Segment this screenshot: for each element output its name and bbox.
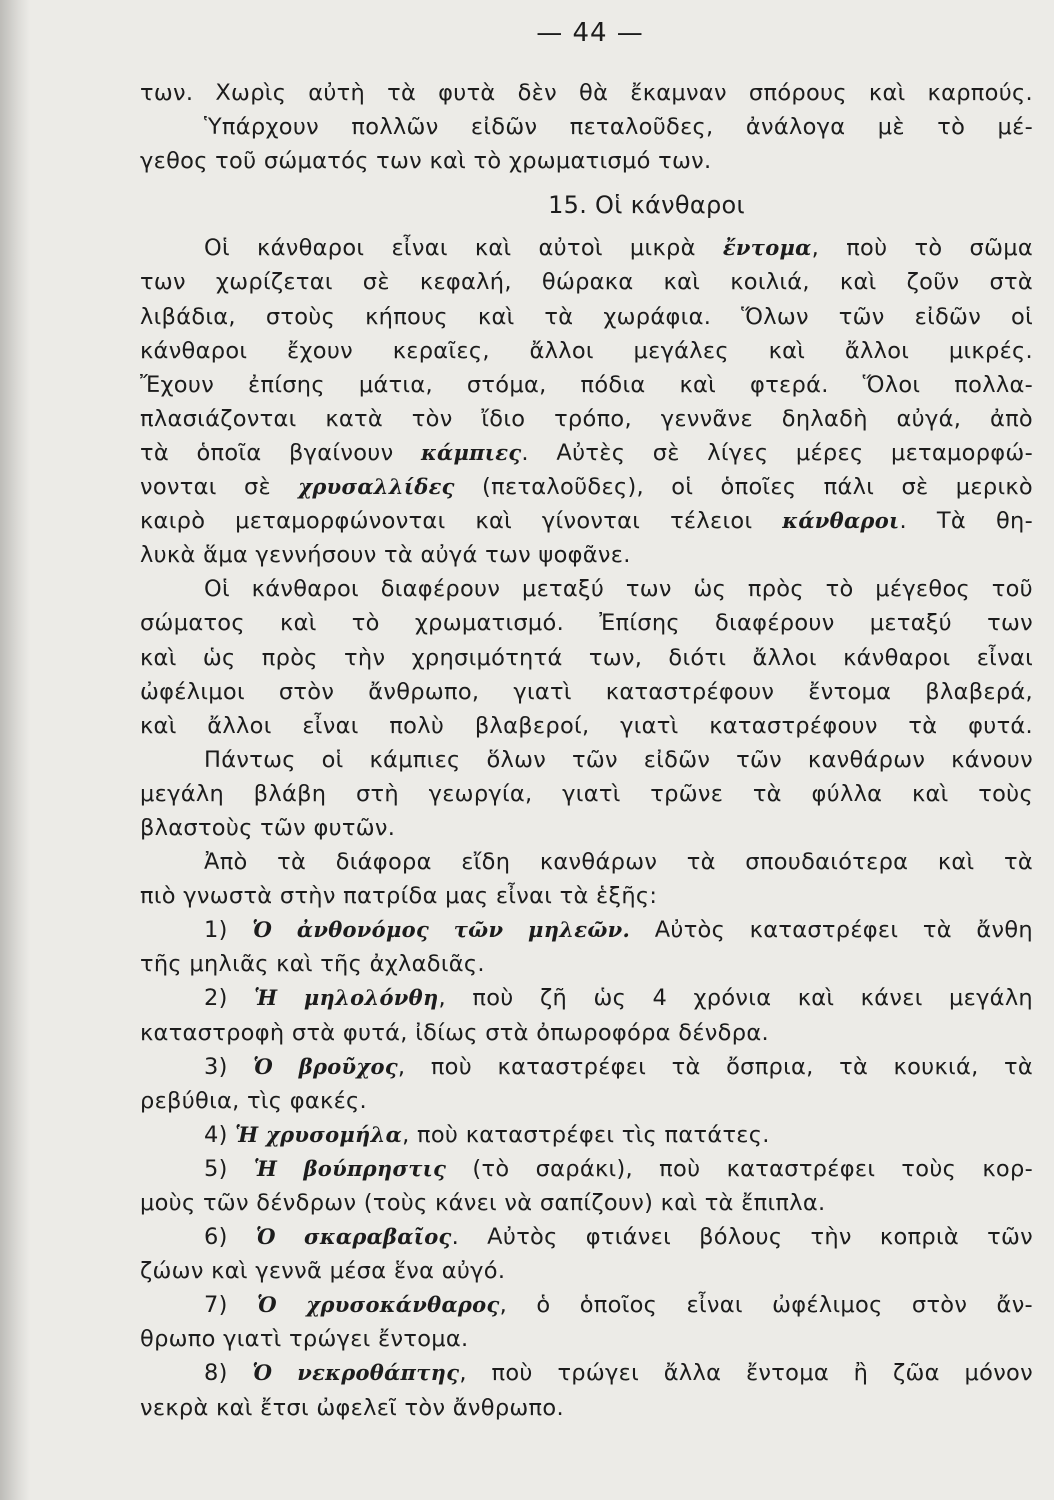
text-run: 5) <box>204 1155 254 1182</box>
text-run: τὰ ὁποῖα βγαίνουν <box>140 439 421 466</box>
emphasized-term: Ὁ ἀνθονόμος τῶν μηλεῶν. <box>252 917 631 943</box>
text-run: , ποὺ καταστρέφει τὶς πατάτες. <box>402 1121 770 1148</box>
text-line: γεθος τοῦ σώματός των καὶ τὸ χρωματισμό των. <box>140 148 712 175</box>
text-line: καὶ ἄλλοι εἶναι πολὺ βλαβεροί, γιατὶ καταστρέφουν τὰ φυτά. <box>140 712 1033 739</box>
text-run: , ὁ ὁποῖος εἶναι ὠφέλιμος στὸν ἄν- <box>499 1292 1033 1319</box>
text-line: Οἱ κάνθαροι διαφέρουν μεταξύ των ὡς πρὸς τὸ μέγεθος τοῦ <box>204 576 1033 603</box>
text-line: των. Χωρὶς αὐτὴ τὰ φυτὰ δὲν θὰ ἔκαμναν σπόρους καὶ καρπούς. <box>140 80 1033 106</box>
emphasized-term: Ὁ βροῦχος <box>253 1053 398 1079</box>
text-run: , ποὺ καταστρέφει τὰ ὄσπρια, τὰ κουκιά, τὰ <box>397 1053 1033 1080</box>
emphasized-term: Ὁ νεκροθάπτης <box>252 1360 460 1386</box>
text-line: θρωπο γιατὶ τρώγει ἔντομα. <box>140 1326 469 1353</box>
emphasized-term: Ἡ βούπρηστις <box>253 1155 447 1181</box>
text-line <box>140 1288 1033 1322</box>
text-run: 2) <box>204 985 255 1012</box>
text-line: μοὺς τῶν δένδρων (τοὺς κάνει νὰ σαπίζουν) καὶ τὰ ἔπιπλα. <box>140 1190 826 1216</box>
text-line: καταστροφὴ στὰ φυτά, ἰδίως στὰ ὀπωροφόρα δένδρα. <box>140 1019 769 1046</box>
text-line: Ἔχουν ἐπίσης μάτια, στόμα, πόδια καὶ φτερά. Ὅλοι πολλα- <box>140 371 1033 398</box>
section-heading: 15. Οἱ κάνθαροι <box>548 191 745 220</box>
list-item <box>140 981 1033 1049</box>
text-run: . Τὰ θη- <box>899 508 1033 535</box>
text-run: 3) <box>204 1053 254 1080</box>
beetle-list <box>140 913 1033 1424</box>
text-line <box>140 231 1033 265</box>
text-line: κάνθαροι ἔχουν κεραῖες, ἄλλοι μεγάλες καὶ ἄλλοι μικρές. <box>140 337 1033 364</box>
text-run: 4) <box>204 1121 236 1148</box>
text-line <box>140 470 1033 504</box>
paragraph <box>140 743 1033 845</box>
list-item <box>140 1050 1033 1118</box>
text-run: (πεταλοῦδες), οἱ ὁποῖες πάλι σὲ μερικὸ <box>454 474 1033 501</box>
text-run: 8) <box>204 1360 253 1387</box>
paragraph <box>140 231 1033 572</box>
intro-paragraphs <box>140 76 1033 178</box>
page-number: — 44 — <box>536 18 644 48</box>
text-line <box>140 1050 1033 1084</box>
emphasized-term: Ὁ χρυσοκάνθαρος <box>257 1292 500 1318</box>
text-line: σώματος καὶ τὸ χρωματισμό. Ἐπίσης διαφέρουν μεταξύ των <box>140 610 1033 637</box>
text-line: των χωρίζεται σὲ κεφαλή, θώρακα καὶ κοιλιά, καὶ ζοῦν στὰ <box>140 269 1033 296</box>
text-run: , ποὺ τὸ σῶμα <box>811 235 1033 262</box>
text-line: νεκρὰ καὶ ἔτσι ὠφελεῖ τὸν ἄνθρωπο. <box>140 1394 564 1421</box>
text-run: . Αὐτὲς σὲ λίγες μέρες μεταμορφώ- <box>521 439 1033 466</box>
text-line: Ἀπὸ τὰ διάφορα εἴδη κανθάρων τὰ σπουδαιότερα καὶ τὰ <box>204 849 1033 876</box>
list-item <box>140 1288 1033 1356</box>
text-line <box>140 1152 1033 1186</box>
paragraph <box>140 110 1033 178</box>
emphasized-term: Ἡ μηλολόνθη <box>254 985 439 1011</box>
emphasized-term: Ὁ σκαραβαῖος <box>255 1224 452 1250</box>
text-line: ρεβύθια, τὶς φακές. <box>140 1087 368 1114</box>
text-run: (τὸ σαράκι), ποὺ καταστρέφει τοὺς κορ- <box>446 1155 1033 1182</box>
text-body <box>140 76 1033 1425</box>
emphasized-term: χρυσαλλίδες <box>298 474 455 500</box>
text-run: 1) <box>204 917 253 944</box>
text-run: , ποὺ ζῆ ὡς 4 χρόνια καὶ κάνει μεγάλη <box>438 985 1033 1012</box>
text-line: Πάντως οἱ κάμπιες ὅλων τῶν εἰδῶν τῶν κανθάρων κάνουν <box>204 746 1033 773</box>
section-paragraphs <box>140 231 1033 913</box>
text-run: καιρὸ μεταμορφώνονται καὶ γίνονται τέλειοι <box>140 508 783 535</box>
emphasized-term: Ἡ χρυσομήλα <box>235 1121 403 1147</box>
text-run: Οἱ κάνθαροι εἶναι καὶ αὐτοὶ μικρὰ <box>204 235 723 262</box>
text-line: λυκὰ ἅμα γεννήσουν τὰ αὐγά των ψοφᾶνε. <box>140 542 631 569</box>
text-run: . Αὐτὸς φτιάνει βόλους τὴν κοπριὰ τῶν <box>451 1224 1033 1251</box>
text-line <box>140 1220 1033 1254</box>
text-line: Ὑπάρχουν πολλῶν εἰδῶν πεταλοῦδες, ἀνάλογα μὲ τὸ μέ- <box>204 114 1033 141</box>
paragraph <box>140 76 1033 110</box>
list-item <box>140 1220 1033 1288</box>
emphasized-term: ἔντομα <box>722 235 812 261</box>
text-line <box>140 1356 1033 1390</box>
text-line: λιβάδια, στοὺς κήπους καὶ τὰ χωράφια. Ὅλων τῶν εἰδῶν οἱ <box>140 303 1033 330</box>
text-run: νονται σὲ <box>140 474 299 501</box>
text-line: πιὸ γνωστὰ στὴν πατρίδα μας εἶναι τὰ ἑξῆς: <box>140 883 658 910</box>
text-line: μεγάλη βλάβη στὴ γεωργία, γιατὶ τρῶνε τὰ φύλλα καὶ τοὺς <box>140 780 1033 807</box>
text-line <box>140 504 1033 538</box>
paragraph <box>140 572 1033 742</box>
paragraph <box>140 845 1033 913</box>
page-edge-shadow <box>0 0 30 1500</box>
emphasized-term: κάνθαροι <box>782 508 900 534</box>
text-run: Αὐτὸς καταστρέφει τὰ ἄνθη <box>630 917 1033 944</box>
text-line <box>140 913 1033 947</box>
text-line: ὠφέλιμοι στὸν ἄνθρωπο, γιατὶ καταστρέφουν ἔντομα βλαβερά, <box>140 678 1033 705</box>
text-line: βλαστοὺς τῶν φυτῶν. <box>140 814 396 841</box>
list-item <box>140 1356 1033 1424</box>
list-item <box>140 1118 1033 1152</box>
text-line: πλασιάζονται κατὰ τὸν ἴδιο τρόπο, γεννᾶνε δηλαδὴ αὐγά, ἀπὸ <box>140 405 1033 432</box>
text-line: καὶ ὡς πρὸς τὴν χρησιμότητά των, διότι ἄλλοι κάνθαροι εἶναι <box>140 644 1033 671</box>
text-run: 6) <box>204 1224 256 1251</box>
text-line <box>140 1118 1033 1152</box>
text-line <box>140 436 1033 470</box>
text-line <box>140 981 1033 1015</box>
text-run: 7) <box>204 1292 258 1319</box>
text-line: τῆς μηλιᾶς καὶ τῆς ἀχλαδιᾶς. <box>140 951 485 978</box>
text-run: , ποὺ τρώγει ἄλλα ἔντομα ἢ ζῶα μόνον <box>459 1360 1033 1387</box>
text-line: ζώων καὶ γεννᾶ μέσα ἕνα αὐγό. <box>140 1258 506 1285</box>
list-item <box>140 1152 1033 1220</box>
list-item <box>140 913 1033 981</box>
emphasized-term: κάμπιες <box>420 439 522 465</box>
